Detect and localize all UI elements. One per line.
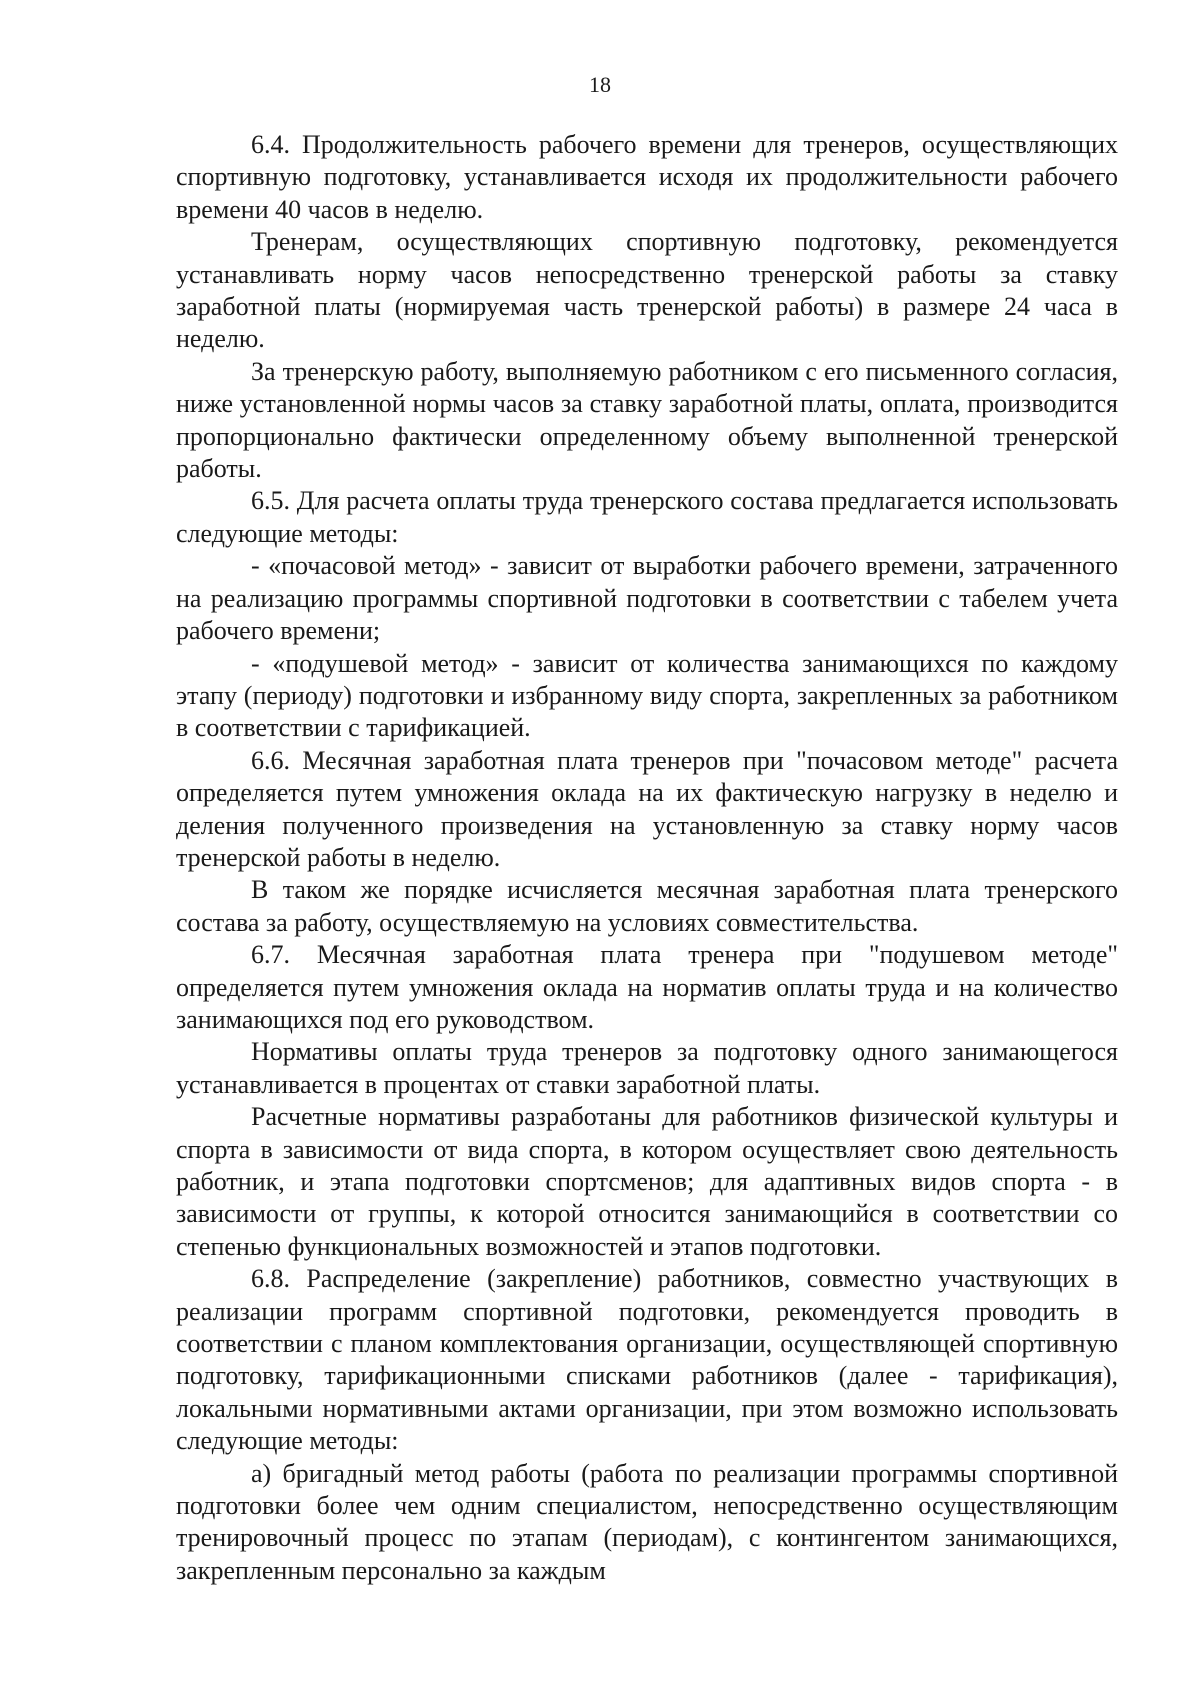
paragraph-payment-below-norm: За тренерскую работу, выполняемую работником с его письменного согласия, ниже установленной нормы часов за ставку заработной платы, оплата, производится пропорционально фактически определенному объему выполненной тренерской работы. xyxy=(176,356,1118,484)
paragraph-6-7: 6.7. Месячная заработная плата тренера при "подушевом методе" определяется путем умножения оклада на норматив оплаты труда и на количество занимающихся под его руководством. xyxy=(176,940,1118,1034)
paragraph-norm-hours: Тренерам, осуществляющих спортивную подготовку, рекомендуется устанавливать норму часов непосредственно тренерской работы за ставку заработной платы (нормируемая часть тренерской работы) в размере 24 часа в неделю. xyxy=(176,227,1118,354)
paragraph-calculated-norms: Расчетные нормативы разработаны для работников физической культуры и спорта в зависимости от вида спорта, в котором осуществляет свою деятельность работник, и этапа подготовки спортсменов; для адаптивных видов спорта - в зависимости от группы, к которой относится занимающийся в соответствии со степенью функциональных возможностей и этапов подготовки. xyxy=(176,1102,1118,1261)
list-item-per-capita-method: - «подушевой метод» - зависит от количества занимающихся по каждому этапу (периоду) подготовки и избранному виду спорта, закрепленных за работником в соответствии с тарификацией. xyxy=(176,648,1118,743)
paragraph-part-time: В таком же порядке исчисляется месячная заработная плата тренерского состава за работу, осуществляемую на условиях совместительства. xyxy=(176,875,1118,937)
list-item-brigade-method: а) бригадный метод работы (работа по реализации программы спортивной подготовки более чем одним специалистом, непосредственно осуществляющим тренировочный процесс по этапам (периодам), с контингентом занимающихся, закрепленным персонально за каждым xyxy=(176,1458,1118,1585)
paragraph-6-5: 6.5. Для расчета оплаты труда тренерского состава предлагается использовать следующие методы: xyxy=(176,486,1118,548)
paragraph-6-8: 6.8. Распределение (закрепление) работников, совместно участвующих в реализации программ спортивной подготовки, рекомендуется проводить в соответствии с планом комплектования организации, осуществляющей спортивную подготовку, тарификационными списками работников (далее - тарификация), локальными нормативными актами организации, при этом возможно использовать следующие методы: xyxy=(176,1264,1118,1456)
paragraph-6-4: 6.4. Продолжительность рабочего времени для тренеров, осуществляющих спортивную подготовку, устанавливается исходя их продолжительности рабочего времени 40 часов в неделю. xyxy=(176,130,1118,224)
document-body xyxy=(176,129,1118,1587)
page-number: 18 xyxy=(589,72,611,97)
list-item-hourly-method: - «почасовой метод» - зависит от выработки рабочего времени, затраченного на реализацию программы спортивной подготовки в соответствии с табелем учета рабочего времени; xyxy=(176,551,1118,646)
paragraph-norms-percent: Нормативы оплаты труда тренеров за подготовку одного занимающегося устанавливается в процентах от ставки заработной платы. xyxy=(176,1037,1118,1099)
paragraph-6-6: 6.6. Месячная заработная плата тренеров при "почасовом методе" расчета определяется путем умножения оклада на их фактическую нагрузку в неделю и деления полученного произведения на установленную за ставку норму часов тренерской работы в неделю. xyxy=(176,745,1118,872)
